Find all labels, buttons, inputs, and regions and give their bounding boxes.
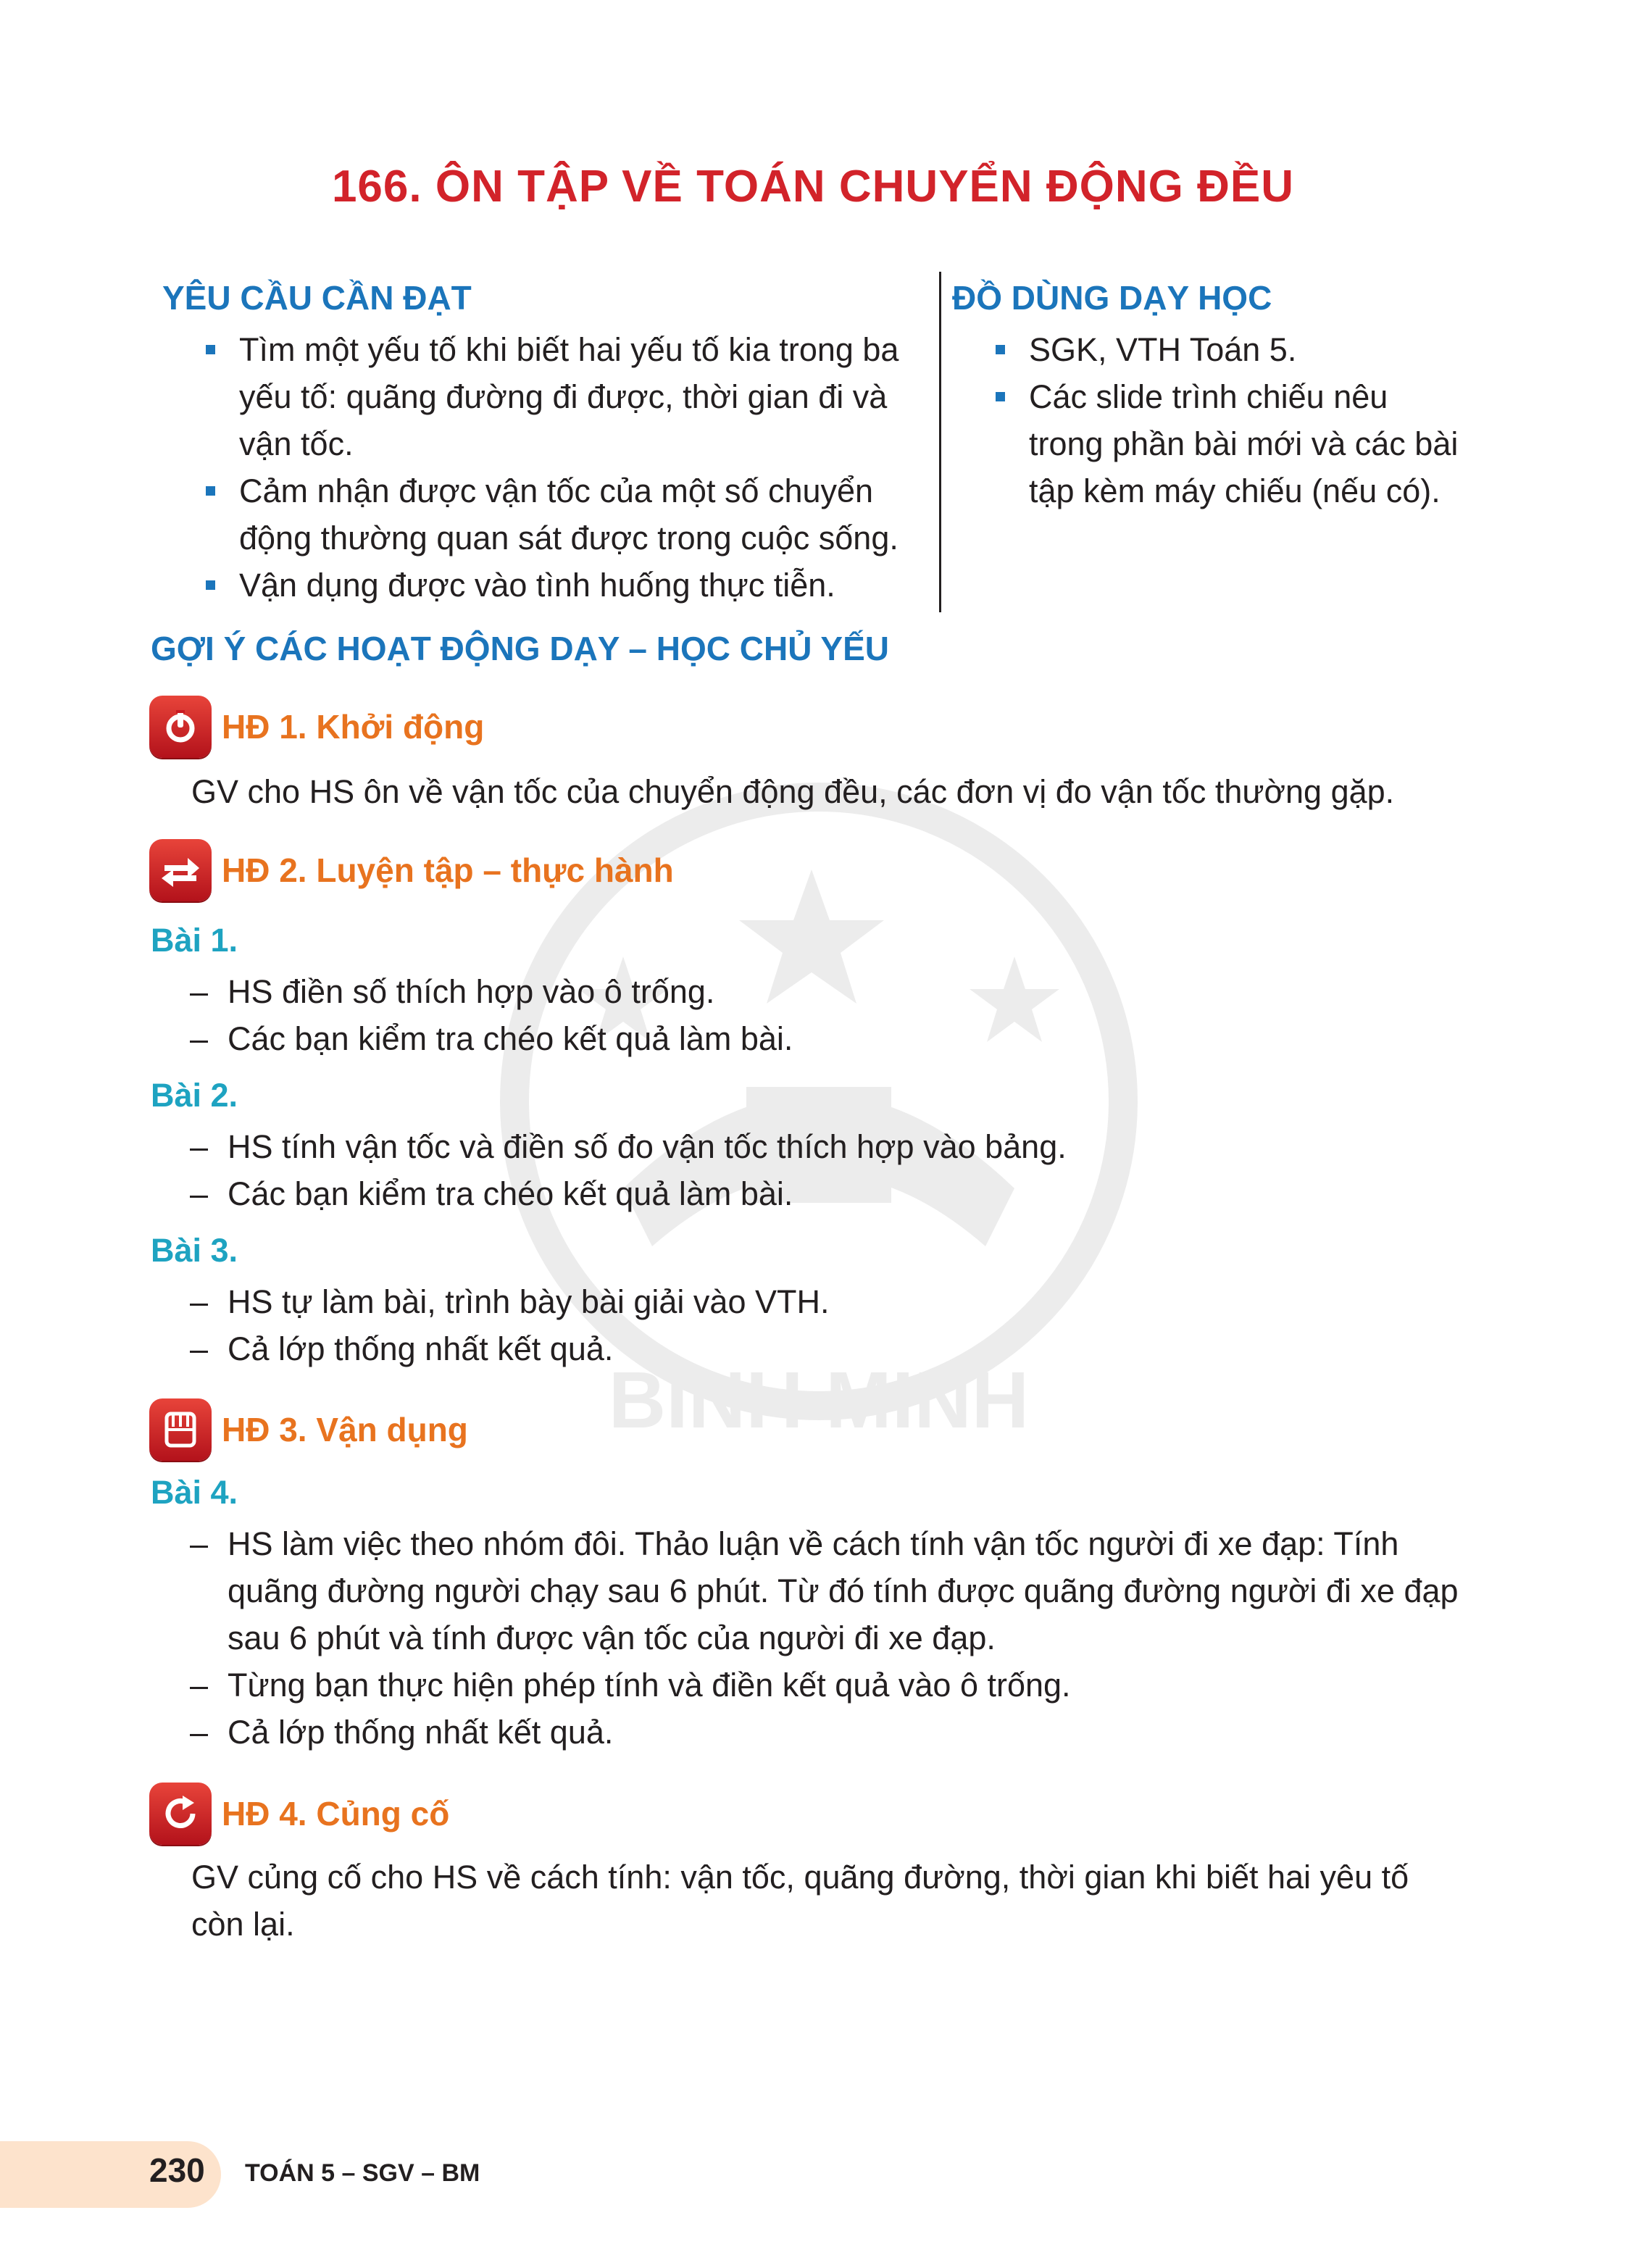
- material-item: SGK, VTH Toán 5.: [1029, 326, 1464, 373]
- power-icon: [149, 696, 212, 758]
- list-item: – Các bạn kiểm tra chéo kết quả làm bài.: [190, 1020, 793, 1057]
- hd3-label: HĐ 3. Vận dụng: [222, 1411, 468, 1448]
- bullet-square-icon: [206, 345, 215, 354]
- requirements-list: [239, 326, 927, 609]
- hd1-label: HĐ 1. Khởi động: [222, 708, 485, 746]
- hd4-text: GV củng cố cho HS về cách tính: vận tốc, quãng đường, thời gian khi biết hai yêu tố còn lại.: [191, 1859, 1409, 1943]
- bullet-square-icon: [996, 392, 1005, 401]
- bullet-square-icon: [206, 486, 215, 496]
- list-item: – HS tự làm bài, trình bày bài giải vào VTH.: [190, 1283, 830, 1320]
- page-number: 230: [149, 2151, 205, 2189]
- bullet-square-icon: [206, 580, 215, 590]
- hd1-header: [149, 696, 484, 758]
- requirement-item: Cảm nhận được vận tốc của một số chuyển động thường quan sát được trong cuộc sống.: [239, 467, 927, 562]
- bai2-label: Bài 2.: [151, 1077, 238, 1114]
- material-item: Các slide trình chiếu nêu trong phần bài mới và các bài tập kèm máy chiếu (nếu có).: [1029, 373, 1464, 514]
- page-title: 166. ÔN TẬP VỀ TOÁN CHUYỂN ĐỘNG ĐỀU: [331, 162, 1295, 212]
- hd4-label: HĐ 4. Củng cố: [222, 1795, 450, 1833]
- requirement-item: Tìm một yếu tố khi biết hai yếu tố kia trong ba yếu tố: quãng đường đi được, thời gian đi và vận tốc.: [239, 326, 927, 467]
- bai1-label: Bài 1.: [151, 922, 238, 959]
- list-item: – Các bạn kiểm tra chéo kết quả làm bài.: [190, 1175, 793, 1212]
- list-item: – HS điền số thích hợp vào ô trống.: [190, 973, 715, 1010]
- refresh-icon: [149, 1783, 212, 1845]
- list-item: – Cả lớp thống nhất kết quả.: [190, 1330, 614, 1367]
- book-name: TOÁN 5 – SGV – BM: [245, 2159, 480, 2187]
- column-divider: [939, 272, 941, 612]
- bai4-label: Bài 4.: [151, 1474, 238, 1511]
- hd4-header: [149, 1783, 449, 1845]
- requirements-heading: YÊU CẦU CẦN ĐẠT: [162, 279, 472, 317]
- hd2-label: HĐ 2. Luyện tập – thực hành: [222, 851, 674, 889]
- list-item: – Cả lớp thống nhất kết quả.: [190, 1714, 614, 1751]
- bai2-list: [190, 1123, 1067, 1217]
- hd1-text: GV cho HS ôn về vận tốc của chuyển động đều, các đơn vị đo vận tốc thường gặp.: [191, 773, 1395, 810]
- bai3-list: [190, 1278, 830, 1372]
- requirement-item: Vận dụng được vào tình huống thực tiễn.: [239, 562, 927, 609]
- materials-heading: ĐỒ DÙNG DẠY HỌC: [952, 279, 1272, 317]
- list-item: – HS làm việc theo nhóm đôi. Thảo luận về cách tính vận tốc người đi xe đạp: Tính quãng đường người chạy sau 6 phút. Từ đó tính được quãng đường người đi xe đạp sau 6 phút và tính được vận tốc của người đi xe đạp.: [190, 1525, 1459, 1656]
- hd3-header: [149, 1398, 468, 1461]
- materials-list: [1029, 326, 1464, 514]
- bai1-list: [190, 968, 793, 1062]
- activities-heading: GỢI Ý CÁC HOẠT ĐỘNG DẠY – HỌC CHỦ YẾU: [151, 630, 889, 667]
- swap-arrows-icon: [149, 839, 212, 901]
- bai4-list: [190, 1520, 1488, 1756]
- hd2-header: [149, 839, 674, 901]
- fist-icon: [149, 1398, 212, 1461]
- bai3-label: Bài 3.: [151, 1232, 238, 1269]
- bullet-square-icon: [996, 345, 1005, 354]
- list-item: – HS tính vận tốc và điền số đo vận tốc thích hợp vào bảng.: [190, 1128, 1067, 1165]
- list-item: – Từng bạn thực hiện phép tính và điền kết quả vào ô trống.: [190, 1667, 1071, 1704]
- watermark-text: BÌNH MINH: [608, 1356, 1030, 1445]
